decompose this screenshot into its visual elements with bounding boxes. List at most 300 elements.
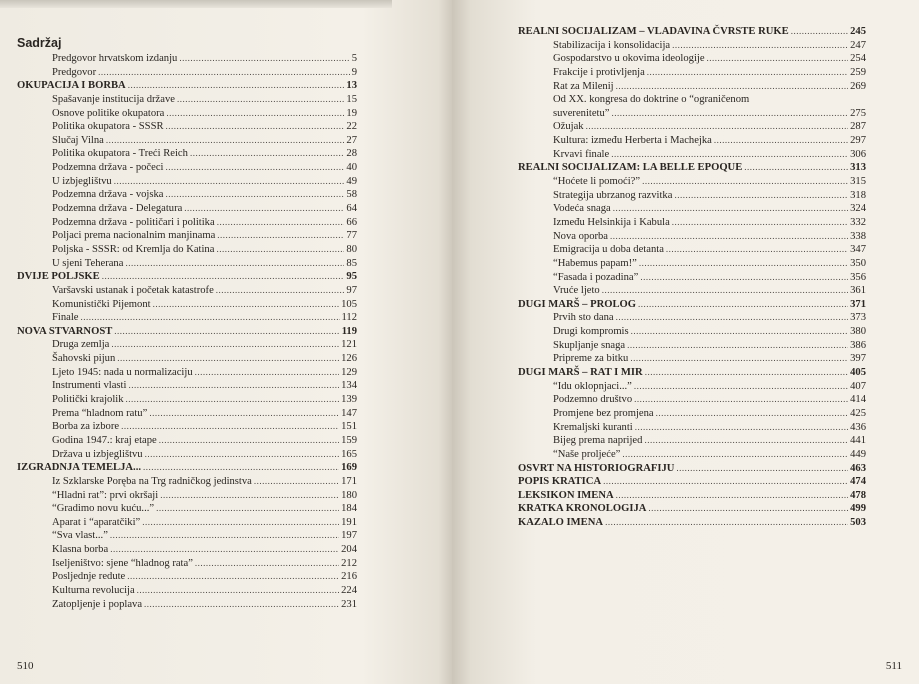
toc-entry-row — [17, 93, 357, 107]
toc-entry-title: U izbjeglištvu — [52, 175, 112, 187]
toc-entry-page: 318 — [850, 189, 866, 201]
toc-leader-dots — [611, 148, 848, 162]
toc-leader-dots — [80, 311, 339, 325]
toc-entry-row — [518, 243, 866, 257]
toc-entry-row — [17, 188, 357, 202]
toc-entry-row — [17, 407, 357, 421]
toc-leader-dots — [195, 366, 339, 380]
toc-leader-dots — [627, 339, 848, 353]
toc-entry-title: OKUPACIJA I BORBA — [17, 80, 126, 92]
toc-leader-dots — [605, 516, 848, 530]
toc-leader-dots — [102, 270, 345, 284]
toc-entry-title: Strategija ubrzanog razvitka — [553, 189, 673, 201]
toc-entry-row — [518, 107, 866, 121]
toc-leader-dots — [254, 475, 339, 489]
toc-entry-row — [17, 311, 357, 325]
toc-entry-page: 414 — [850, 394, 866, 406]
toc-entry-title: Godina 1947.: kraj etape — [52, 434, 157, 446]
toc-entry-row — [17, 216, 357, 230]
toc-entry-title: Kultura: između Herberta i Machejka — [553, 135, 712, 147]
toc-entry-page: 478 — [850, 489, 866, 501]
toc-entry-title: Komunistički Pijemont — [52, 298, 151, 310]
toc-entry-page: 259 — [850, 66, 866, 78]
toc-leader-dots — [647, 66, 848, 80]
toc-list-left — [17, 52, 357, 611]
toc-entry-page: 212 — [341, 557, 357, 569]
toc-leader-dots — [137, 584, 339, 598]
toc-leader-dots — [791, 25, 848, 39]
toc-entry-title: “Hoćete li pomoći?” — [553, 176, 641, 188]
toc-leader-dots — [144, 598, 339, 612]
toc-entry-title: Politički krajolik — [52, 394, 124, 406]
toc-leader-dots — [648, 502, 848, 516]
toc-entry-row — [17, 147, 357, 161]
toc-entry-page: 180 — [341, 489, 357, 501]
toc-entry-page: 204 — [341, 544, 357, 556]
toc-entry-title: POPIS KRATICA — [518, 476, 602, 488]
toc-leader-dots — [114, 175, 345, 189]
toc-entry-title: NOVA STVARNOST — [17, 325, 113, 337]
toc-entry-row — [17, 502, 357, 516]
toc-entry-row — [518, 311, 866, 325]
toc-leader-dots — [110, 529, 339, 543]
page-number-right: 511 — [885, 660, 902, 672]
toc-entry-title: Poljska - SSSR: od Kremlja do Katina — [52, 243, 215, 255]
toc-entry-title: Poljaci prema nacionalnim manjinama — [52, 230, 216, 242]
toc-leader-dots — [622, 448, 848, 462]
toc-entry-title: “Habemus papam!” — [553, 257, 637, 269]
toc-entry-row — [17, 66, 357, 80]
toc-entry-row — [518, 216, 866, 230]
toc-entry-title: REALNI SOCIJALIZAM – VLADAVINA ČVRSTE RUKE — [518, 26, 789, 37]
toc-leader-dots — [127, 570, 339, 584]
toc-leader-dots — [217, 216, 345, 230]
toc-entry-row — [17, 243, 357, 257]
toc-entry-page: 165 — [341, 448, 357, 460]
toc-entry-row — [17, 434, 357, 448]
toc-section-row — [518, 366, 866, 380]
toc-entry-title: Predgovor — [52, 66, 97, 78]
toc-leader-dots — [602, 284, 848, 298]
toc-entry-title: Između Helsinkija i Kabula — [553, 216, 670, 228]
toc-leader-dots — [645, 366, 848, 380]
toc-leader-dots — [145, 448, 340, 462]
toc-entry-page: 105 — [341, 298, 357, 310]
toc-entry-page: 324 — [850, 203, 866, 215]
toc-section-row — [17, 270, 357, 284]
toc-entry-title: Pripreme za bitku — [553, 353, 629, 365]
toc-leader-dots — [611, 107, 848, 121]
toc-leader-dots — [639, 257, 848, 271]
toc-entry-page: 197 — [341, 530, 357, 542]
toc-entry-title: Iseljeništvo: sjene “hladnog rata” — [52, 557, 193, 569]
toc-entry-title: Prema “hladnom ratu” — [52, 407, 148, 419]
toc-entry-title: Instrumenti vlasti — [52, 380, 127, 392]
toc-leader-dots — [586, 120, 849, 134]
toc-entry-row — [17, 120, 357, 134]
toc-section-row — [17, 79, 357, 93]
toc-entry-title: Posljednje redute — [52, 571, 126, 583]
toc-entry-title: Klasna borba — [52, 544, 109, 556]
toc-leader-dots — [634, 380, 848, 394]
toc-leader-dots — [128, 379, 339, 393]
toc-leader-dots — [126, 393, 340, 407]
toc-entry-page: 380 — [850, 326, 866, 338]
toc-section-row — [17, 325, 357, 339]
toc-leader-dots — [644, 434, 848, 448]
toc-entry-page: 332 — [850, 216, 866, 228]
toc-entry-page: 28 — [346, 148, 357, 160]
toc-entry-page: 313 — [850, 162, 866, 174]
toc-entry-row — [17, 598, 357, 612]
toc-entry-page: 159 — [341, 434, 357, 446]
toc-entry-row — [518, 66, 866, 80]
toc-entry-page: 49 — [346, 175, 357, 187]
toc-leader-dots — [613, 202, 848, 216]
toc-leader-dots — [217, 229, 344, 243]
toc-entry-title: Podzemna država - Delegatura — [52, 203, 183, 215]
toc-leader-dots — [177, 93, 344, 107]
toc-entry-row — [518, 271, 866, 285]
toc-entry-page: 58 — [346, 189, 357, 201]
toc-section-row — [518, 516, 866, 530]
toc-entry-page: 80 — [346, 243, 357, 255]
toc-leader-dots — [616, 311, 848, 325]
toc-entry-row — [17, 448, 357, 462]
toc-entry-title: Slučaj Vilna — [52, 134, 104, 146]
toc-entry-row — [17, 134, 357, 148]
toc-entry-row — [518, 134, 866, 148]
toc-section-row — [518, 475, 866, 489]
toc-entry-row — [518, 80, 866, 94]
toc-entry-row — [17, 420, 357, 434]
toc-leader-dots — [631, 325, 848, 339]
toc-entry-title: Rat za Milenij — [553, 80, 614, 92]
toc-entry-title: Stabilizacija i konsolidacija — [553, 39, 671, 51]
toc-entry-page: 97 — [346, 284, 357, 296]
toc-entry-title: Aparat i “aparatčiki” — [52, 516, 141, 528]
toc-entry-page: 371 — [850, 298, 866, 310]
toc-leader-dots — [630, 352, 848, 366]
toc-entry-row — [518, 202, 866, 216]
toc-entry-page: 356 — [850, 271, 866, 283]
toc-entry-title: REALNI SOCIJALIZAM: LA BELLE EPOQUE — [518, 162, 743, 174]
toc-entry-title: Politika okupatora - Treći Reich — [52, 148, 188, 160]
toc-leader-dots — [142, 516, 339, 530]
toc-entry-page: 139 — [341, 394, 357, 406]
toc-entry-title: Vodeća snaga — [553, 203, 611, 215]
toc-entry-row — [518, 257, 866, 271]
toc-entry-page: 40 — [346, 162, 357, 174]
toc-leader-dots — [159, 434, 339, 448]
toc-leader-dots — [707, 52, 849, 66]
toc-leader-dots — [166, 188, 345, 202]
toc-entry-page: 269 — [850, 80, 866, 92]
toc-entry-title: Spašavanje institucija države — [52, 93, 175, 105]
toc-entry-title: Finale — [52, 312, 79, 324]
toc-entry-title: Zatopljenje i poplava — [52, 598, 143, 610]
toc-entry-title: Podzemna država - vojska — [52, 189, 164, 201]
toc-entry-row — [17, 584, 357, 598]
toc-entry-page: 436 — [850, 421, 866, 433]
toc-leader-dots — [640, 271, 848, 285]
toc-entry-page: 287 — [850, 121, 866, 133]
toc-entry-page: 474 — [850, 476, 866, 488]
toc-leader-dots — [111, 338, 339, 352]
toc-entry-page: 306 — [850, 148, 866, 160]
toc-entry-title: KRATKA KRONOLOGIJA — [518, 503, 647, 515]
toc-leader-dots — [117, 352, 339, 366]
toc-leader-dots — [160, 489, 339, 503]
toc-entry-row — [17, 570, 357, 584]
toc-entry-title: Osnove politike okupatora — [52, 107, 165, 119]
toc-entry-title: Skupljanje snaga — [553, 339, 626, 351]
toc-leader-dots — [110, 543, 339, 557]
toc-entry-row — [17, 298, 357, 312]
toc-entry-title: Država u izbjeglištvu — [52, 448, 143, 460]
toc-entry-page: 499 — [850, 503, 866, 515]
toc-entry-title: Bijeg prema naprijed — [553, 435, 643, 447]
toc-entry-title: Krvavi finale — [553, 148, 610, 160]
toc-entry-page: 405 — [850, 367, 866, 379]
toc-entry-title: Varšavski ustanak i početak katastrofe — [52, 284, 214, 296]
toc-entry-row — [518, 284, 866, 298]
toc-entry-page: 27 — [346, 134, 357, 146]
toc-entry-title: DUGI MARŠ – RAT I MIR — [518, 367, 643, 379]
toc-leader-dots — [106, 134, 345, 148]
toc-leader-dots — [165, 161, 344, 175]
toc-entry-title: “Sva vlast...” — [52, 530, 108, 542]
toc-section-row — [17, 461, 357, 475]
right-page — [452, 0, 919, 684]
toc-section-row — [518, 161, 866, 175]
toc-entry-row — [17, 557, 357, 571]
toc-entry-title: Druga zemlja — [52, 339, 110, 351]
toc-entry-page: 315 — [850, 176, 866, 188]
toc-leader-dots — [195, 557, 339, 571]
toc-entry-title: Ožujak — [553, 121, 584, 133]
toc-entry-row — [518, 325, 866, 339]
toc-leader-dots — [666, 243, 848, 257]
toc-leader-dots — [114, 325, 339, 339]
toc-entry-page: 425 — [850, 407, 866, 419]
toc-entry-page: 397 — [850, 353, 866, 365]
toc-entry-title: “Hladni rat”: prvi okršaji — [52, 489, 159, 501]
toc-entry-title: Predgovor hrvatskom izdanju — [52, 53, 178, 64]
toc-entry-title: Frakcije i protivljenja — [553, 66, 645, 78]
toc-entry-title: Podzemna država - počeci — [52, 162, 164, 174]
toc-leader-dots — [672, 216, 848, 230]
toc-entry-row — [518, 421, 866, 435]
toc-entry-page: 121 — [341, 339, 357, 351]
toc-section-row — [518, 502, 866, 516]
toc-entry-page: 338 — [850, 230, 866, 242]
toc-entry-title: Emigracija u doba detanta — [553, 244, 664, 256]
toc-entry-row — [518, 448, 866, 462]
toc-leader-dots — [616, 489, 848, 503]
toc-entry-row — [17, 543, 357, 557]
toc-entry-page: 503 — [850, 517, 866, 529]
toc-entry-page: 77 — [346, 230, 357, 242]
toc-entry-title: “Gradimo novu kuću...” — [52, 503, 155, 515]
toc-heading: Sadržaj — [17, 36, 62, 50]
toc-entry-page: 64 — [346, 203, 357, 215]
toc-entry-page: 9 — [351, 66, 357, 78]
toc-entry-page: 151 — [341, 421, 357, 433]
toc-entry-row — [17, 229, 357, 243]
toc-entry-row — [17, 529, 357, 543]
toc-entry-page: 171 — [341, 475, 357, 487]
page-number-left: 510 — [17, 660, 34, 672]
toc-entry-row — [17, 475, 357, 489]
toc-entry-page: 297 — [850, 135, 866, 147]
toc-entry-page: 126 — [341, 353, 357, 365]
toc-entry-page: 216 — [341, 571, 357, 583]
toc-entry-row — [17, 52, 357, 66]
toc-entry-title: Podzemno društvo — [553, 394, 633, 406]
toc-entry-title: IZGRADNJA TEMELJA... — [17, 462, 142, 474]
toc-entry-page: 66 — [346, 216, 357, 228]
toc-entry-title: U sjeni Teherana — [52, 257, 124, 269]
toc-entry-title: Promjene bez promjena — [553, 407, 654, 419]
toc-leader-dots — [166, 120, 345, 134]
toc-entry-page: 254 — [850, 53, 866, 65]
toc-leader-dots — [121, 420, 339, 434]
toc-entry-row — [518, 39, 866, 53]
toc-entry-title: KAZALO IMENA — [518, 517, 604, 529]
toc-entry-page: 15 — [346, 93, 357, 105]
toc-leader-dots — [638, 298, 848, 312]
toc-entry-row — [518, 120, 866, 134]
toc-entry-row — [17, 107, 357, 121]
toc-leader-dots — [190, 147, 344, 161]
toc-entry-page: 373 — [850, 312, 866, 324]
toc-section-row — [518, 298, 866, 312]
toc-leader-dots — [179, 52, 349, 66]
toc-leader-dots — [610, 230, 848, 244]
toc-entry-row — [17, 489, 357, 503]
toc-leader-dots — [149, 407, 339, 421]
toc-entry-title: Ljeto 1945: nada u normalizaciju — [52, 366, 193, 378]
toc-entry-page: 386 — [850, 339, 866, 351]
toc-entry-page: 169 — [341, 462, 357, 474]
toc-entry-title: Drugi kompromis — [553, 326, 629, 338]
toc-leader-dots — [125, 257, 344, 271]
toc-entry-page: 119 — [341, 325, 357, 337]
toc-entry-page: 407 — [850, 380, 866, 392]
toc-leader-dots — [672, 39, 848, 53]
toc-list-right — [518, 25, 866, 530]
toc-entry-row — [518, 189, 866, 203]
toc-entry-page: 13 — [346, 80, 357, 92]
toc-entry-title: Prvih sto dana — [553, 312, 614, 324]
toc-entry-page: 247 — [850, 39, 866, 51]
toc-leader-dots — [744, 161, 848, 175]
toc-entry-row — [518, 352, 866, 366]
toc-entry-title: “Fasada i pozadina” — [553, 271, 639, 283]
toc-leader-dots — [635, 421, 848, 435]
toc-entry-title: Kremaljski kuranti — [553, 421, 633, 433]
toc-entry-page: 275 — [850, 107, 866, 119]
toc-entry-row — [17, 175, 357, 189]
toc-entry-title: Podzemna država - političari i politika — [52, 216, 215, 228]
toc-entry-row — [518, 148, 866, 162]
toc-leader-dots — [714, 134, 848, 148]
toc-leader-dots — [676, 462, 848, 476]
toc-entry-row — [17, 284, 357, 298]
toc-entry-row — [17, 366, 357, 380]
toc-entry-page: 350 — [850, 257, 866, 269]
toc-entry-row — [518, 407, 866, 421]
toc-entry-row — [17, 379, 357, 393]
toc-entry-title: Gospodarstvo u okovima ideologije — [553, 53, 705, 65]
toc-entry-page: 245 — [850, 26, 866, 37]
toc-entry-title: Politika okupatora - SSSR — [52, 121, 164, 133]
toc-entry-row — [17, 257, 357, 271]
toc-entry-title: Nova oporba — [553, 230, 609, 242]
toc-entry-title: OSVRT NA HISTORIOGRAFIJU — [518, 462, 675, 474]
toc-leader-dots — [98, 66, 350, 80]
toc-entry-title: DVIJE POLJSKE — [17, 271, 100, 283]
toc-entry-row — [518, 230, 866, 244]
toc-entry-page: 147 — [341, 407, 357, 419]
toc-leader-dots — [216, 243, 344, 257]
toc-leader-dots — [642, 175, 848, 189]
toc-entry-title: Borba za izbore — [52, 421, 120, 433]
toc-entry-title: Kulturna revolucija — [52, 584, 135, 596]
toc-entry-page: 184 — [341, 503, 357, 515]
toc-entry-row — [518, 393, 866, 407]
toc-entry-page: 134 — [341, 380, 357, 392]
toc-entry-page: 19 — [346, 107, 357, 119]
toc-leader-dots — [674, 189, 848, 203]
toc-leader-dots — [603, 475, 848, 489]
toc-entry-page: 463 — [850, 462, 866, 474]
toc-entry-title: “Naše proljeće” — [553, 448, 621, 460]
toc-entry-page: 449 — [850, 448, 866, 460]
toc-entry-row — [518, 339, 866, 353]
left-page — [0, 0, 452, 684]
toc-leader-dots — [216, 284, 345, 298]
toc-entry-row — [518, 93, 866, 107]
toc-entry-row — [17, 516, 357, 530]
toc-entry-row — [17, 202, 357, 216]
toc-entry-page: 129 — [341, 366, 357, 378]
toc-leader-dots — [143, 461, 339, 475]
toc-entry-title: Vruće ljeto — [553, 285, 600, 297]
toc-entry-page: 85 — [346, 257, 357, 269]
toc-entry-title: “Idu oklopnjaci...” — [553, 380, 632, 392]
toc-entry-row — [518, 380, 866, 394]
toc-entry-title: Od XX. kongresa do doktrine o “ograničenom — [553, 94, 750, 106]
toc-entry-row — [17, 352, 357, 366]
toc-entry-page: 231 — [341, 598, 357, 610]
toc-leader-dots — [634, 393, 848, 407]
top-shadow — [0, 0, 392, 8]
toc-entry-page: 112 — [341, 312, 357, 324]
toc-entry-title: Iz Szklarske Poręba na Trg radničkog jedinstva — [52, 475, 252, 487]
toc-entry-page: 361 — [850, 285, 866, 297]
toc-section-row — [518, 489, 866, 503]
toc-leader-dots — [128, 79, 345, 93]
toc-entry-title: suverenitetu” — [553, 107, 610, 119]
toc-entry-title: DUGI MARŠ – PROLOG — [518, 298, 637, 310]
toc-section-row — [518, 25, 866, 39]
toc-entry-page: 441 — [850, 435, 866, 447]
toc-entry-row — [17, 393, 357, 407]
toc-entry-page: 347 — [850, 244, 866, 256]
toc-leader-dots — [616, 80, 849, 94]
